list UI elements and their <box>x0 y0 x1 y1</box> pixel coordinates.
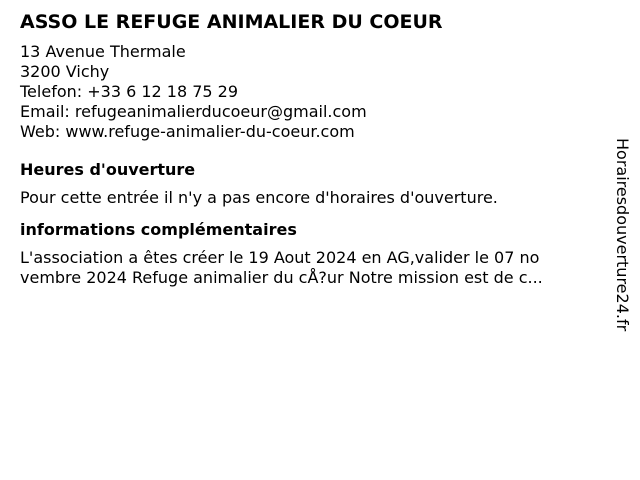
hours-text: Pour cette entrée il n'y a pas encore d'horaires d'ouverture. <box>20 188 498 207</box>
phone-number[interactable]: Telefon: +33 6 12 18 75 29 <box>20 82 239 101</box>
listing-title: ASSO LE REFUGE ANIMALIER DU COEUR <box>20 11 443 33</box>
info-text: L'association a êtes créer le 19 Aout 2024 en AG,valider le 07 no vembre 2024 Refuge animalier du cÅ?ur Notre mission est de c... <box>20 248 543 287</box>
info-heading: informations complémentaires <box>20 220 297 239</box>
city-address: 3200 Vichy <box>20 62 110 81</box>
address-block <box>20 42 600 142</box>
hours-heading: Heures d'ouverture <box>20 160 196 179</box>
website-address[interactable]: Web: www.refuge-animalier-du-coeur.com <box>20 122 355 141</box>
street-address: 13 Avenue Thermale <box>20 42 186 61</box>
email-address[interactable]: Email: refugeanimalierducoeur@gmail.com <box>20 102 367 121</box>
listing-card <box>20 10 600 288</box>
site-watermark: Horairesdouverture24.fr <box>613 138 632 332</box>
